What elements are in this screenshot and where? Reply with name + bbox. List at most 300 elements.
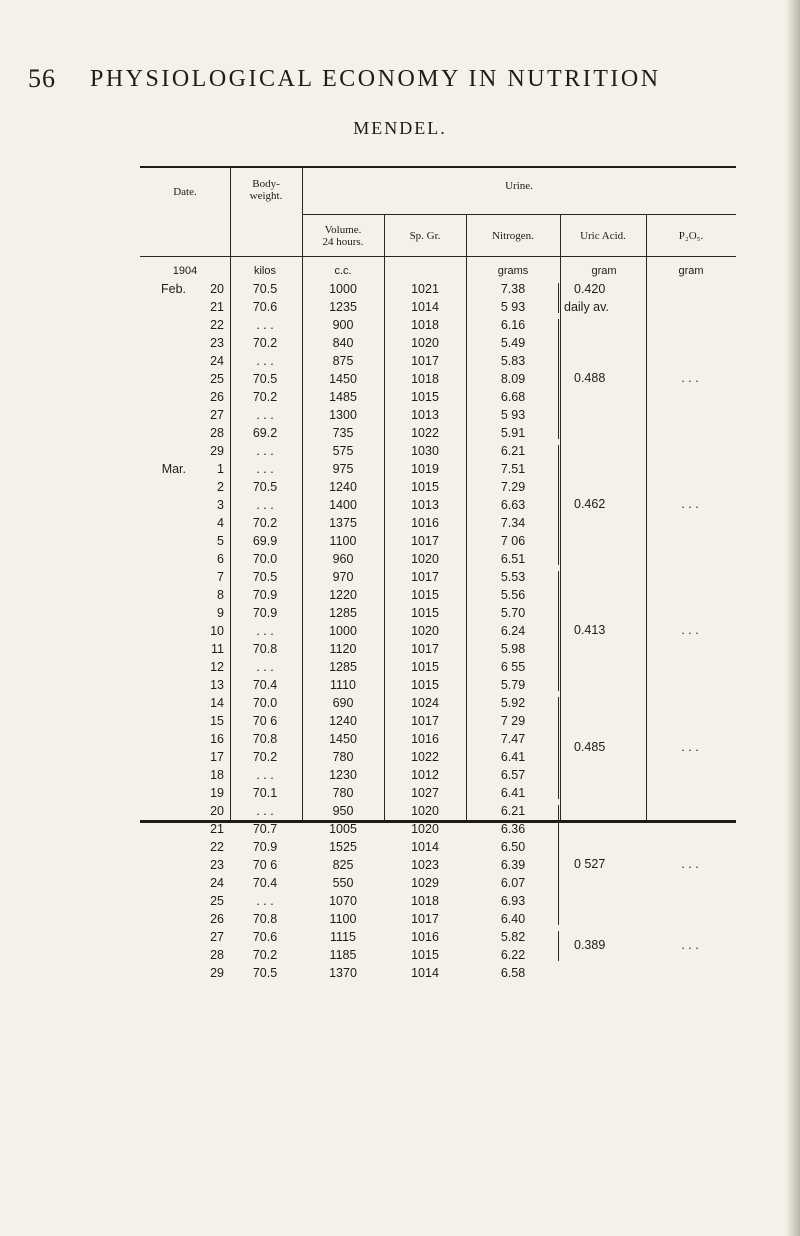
row-sp-gr: 1015	[411, 660, 439, 674]
row-sp-gr: 1017	[411, 912, 439, 926]
row-nitrogen: 6.50	[500, 840, 526, 854]
row-day: 16	[210, 732, 224, 746]
uric-group-bracket	[558, 697, 559, 799]
table-row	[140, 676, 736, 694]
row-volume: 1370	[329, 966, 357, 980]
row-sp-gr: 1021	[411, 282, 439, 296]
row-month	[146, 802, 186, 820]
row-month	[146, 946, 186, 964]
row-body-weight: 69.2	[252, 426, 278, 440]
row-volume: 780	[332, 786, 354, 800]
row-sp-gr: 1020	[411, 552, 439, 566]
table-row	[140, 406, 736, 424]
unit-uric: gram	[591, 265, 617, 277]
row-day: 10	[210, 624, 224, 638]
row-body-weight: . . .	[256, 354, 274, 368]
uric-group-value: 0 527	[574, 857, 606, 871]
table-row	[140, 370, 736, 388]
row-month	[146, 550, 186, 568]
row-nitrogen: 5.49	[500, 336, 526, 350]
table-row	[140, 802, 736, 820]
row-sp-gr: 1017	[411, 570, 439, 584]
header-nitrogen: Nitrogen.	[492, 230, 534, 242]
row-sp-gr: 1014	[411, 966, 439, 980]
row-month	[146, 622, 186, 640]
table-row	[140, 946, 736, 964]
row-sp-gr: 1018	[411, 318, 439, 332]
row-month	[146, 496, 186, 514]
header-p2o5: P₂O₅.	[678, 230, 704, 242]
header-uric-acid: Uric Acid.	[580, 230, 626, 242]
row-month	[146, 748, 186, 766]
row-month	[146, 334, 186, 352]
row-day: 7	[217, 570, 224, 584]
row-month	[146, 442, 186, 460]
row-day: 21	[210, 300, 224, 314]
uric-group-value: 0.420	[574, 282, 606, 296]
row-nitrogen: 5.92	[500, 696, 526, 710]
row-body-weight: 70.2	[252, 516, 278, 530]
unit-p: gram	[678, 265, 704, 277]
row-volume: 550	[332, 876, 354, 890]
row-sp-gr: 1013	[411, 498, 439, 512]
row-day: 27	[210, 408, 224, 422]
table-row	[140, 766, 736, 784]
table-row	[140, 604, 736, 622]
uric-group-bracket	[558, 445, 559, 565]
row-volume: 1285	[329, 606, 357, 620]
row-volume: 1450	[329, 732, 357, 746]
row-nitrogen: 6.07	[500, 876, 526, 890]
row-body-weight: . . .	[256, 462, 274, 476]
table-row	[140, 388, 736, 406]
row-volume: 1115	[330, 930, 356, 944]
row-volume: 950	[332, 804, 354, 818]
row-body-weight: . . .	[256, 804, 274, 818]
header-volume-line2: 24 hours.	[322, 236, 364, 248]
row-body-weight: 70.2	[252, 336, 278, 350]
row-day: 24	[210, 876, 224, 890]
row-sp-gr: 1014	[411, 300, 439, 314]
table-row	[140, 280, 736, 298]
table-row	[140, 442, 736, 460]
row-body-weight: 70.9	[252, 606, 278, 620]
row-body-weight: 70.2	[252, 390, 278, 404]
row-body-weight: 70.4	[252, 876, 278, 890]
row-volume: 1375	[329, 516, 357, 530]
table-row	[140, 550, 736, 568]
row-volume: 1240	[329, 714, 357, 728]
row-sp-gr: 1015	[411, 678, 439, 692]
row-nitrogen: 7.51	[500, 462, 526, 476]
row-sp-gr: 1020	[411, 336, 439, 350]
row-nitrogen: 6.41	[500, 786, 526, 800]
row-day: 25	[210, 894, 224, 908]
row-day: 19	[210, 786, 224, 800]
row-month	[146, 316, 186, 334]
row-body-weight: 70.8	[252, 912, 278, 926]
header-date: Date.	[173, 186, 197, 198]
row-month	[146, 676, 186, 694]
row-body-weight: 70 6	[252, 858, 278, 872]
row-nitrogen: 6.39	[500, 858, 526, 872]
row-month	[146, 820, 186, 838]
section-title: MENDEL.	[353, 118, 447, 138]
row-day: 28	[210, 426, 224, 440]
table-row	[140, 910, 736, 928]
row-nitrogen: 6.58	[500, 966, 526, 980]
row-nitrogen: 6.68	[500, 390, 526, 404]
row-day: 25	[210, 372, 224, 386]
row-body-weight: 70.4	[252, 678, 278, 692]
row-month	[146, 640, 186, 658]
row-day: 23	[210, 336, 224, 350]
row-month	[146, 712, 186, 730]
uric-group-bracket	[558, 931, 559, 961]
row-day: 14	[210, 696, 224, 710]
uric-group-value: 0.462	[574, 497, 606, 511]
row-day: 20	[210, 804, 224, 818]
uric-group-value: 0.485	[574, 740, 606, 754]
row-nitrogen: 7.29	[500, 480, 526, 494]
row-month	[146, 424, 186, 442]
row-sp-gr: 1017	[411, 642, 439, 656]
row-sp-gr: 1022	[411, 750, 439, 764]
row-nitrogen: 6.16	[500, 318, 526, 332]
table-row	[140, 838, 736, 856]
row-sp-gr: 1020	[411, 822, 439, 836]
row-body-weight: 70.5	[252, 966, 278, 980]
row-body-weight: 70 6	[252, 714, 278, 728]
row-volume: 1005	[329, 822, 357, 836]
row-volume: 1100	[329, 534, 357, 548]
row-body-weight: 70.0	[252, 696, 278, 710]
row-sp-gr: 1015	[411, 948, 439, 962]
row-volume: 735	[332, 426, 354, 440]
row-sp-gr: 1013	[411, 408, 439, 422]
row-body-weight: 70.5	[252, 282, 278, 296]
row-month	[146, 838, 186, 856]
row-sp-gr: 1020	[411, 624, 439, 638]
row-nitrogen: 5 93	[500, 408, 526, 422]
row-body-weight: 70.2	[252, 750, 278, 764]
row-volume: 1000	[329, 282, 357, 296]
row-day: 26	[210, 390, 224, 404]
row-sp-gr: 1020	[411, 804, 439, 818]
page-number: 56	[28, 64, 56, 93]
table-row	[140, 820, 736, 838]
row-month	[146, 568, 186, 586]
row-sp-gr: 1017	[411, 354, 439, 368]
row-sp-gr: 1015	[411, 588, 439, 602]
row-volume: 1525	[329, 840, 357, 854]
row-nitrogen: 6.22	[500, 948, 526, 962]
row-nitrogen: 6.51	[500, 552, 526, 566]
row-nitrogen: 7 29	[500, 714, 526, 728]
unit-nitrogen: grams	[497, 265, 529, 277]
row-body-weight: 69.9	[252, 534, 278, 548]
header-body-weight	[230, 178, 302, 202]
row-nitrogen: 6.93	[500, 894, 526, 908]
row-volume: 1220	[329, 588, 357, 602]
header-sp-gr: Sp. Gr.	[409, 230, 441, 242]
row-month	[146, 352, 186, 370]
row-month	[146, 694, 186, 712]
row-volume: 1000	[329, 624, 357, 638]
table-row	[140, 514, 736, 532]
row-volume: 875	[332, 354, 354, 368]
table-row	[140, 712, 736, 730]
table-row	[140, 928, 736, 946]
row-day: 20	[210, 282, 224, 296]
row-sp-gr: 1023	[411, 858, 439, 872]
row-body-weight: 70.5	[252, 480, 278, 494]
row-month	[146, 532, 186, 550]
table-row	[140, 568, 736, 586]
table-row	[140, 352, 736, 370]
table-row	[140, 298, 736, 316]
row-day: 22	[210, 318, 224, 332]
table-row	[140, 784, 736, 802]
row-body-weight: 70.1	[252, 786, 278, 800]
row-body-weight: . . .	[256, 444, 274, 458]
row-body-weight: 70.0	[252, 552, 278, 566]
row-nitrogen: 5.70	[500, 606, 526, 620]
row-body-weight: 70.9	[252, 588, 278, 602]
row-day: 26	[210, 912, 224, 926]
page-edge-shadow	[786, 0, 800, 1236]
table-row	[140, 874, 736, 892]
p2o5-value: . . .	[681, 497, 699, 511]
row-nitrogen: 5.79	[500, 678, 526, 692]
table-row	[140, 640, 736, 658]
row-volume: 1100	[329, 912, 357, 926]
row-body-weight: . . .	[256, 768, 274, 782]
row-sp-gr: 1024	[411, 696, 439, 710]
row-body-weight: 70.5	[252, 570, 278, 584]
row-month	[146, 388, 186, 406]
unit-date: 1904	[172, 265, 198, 277]
row-volume: 1235	[329, 300, 357, 314]
row-nitrogen: 5.82	[500, 930, 526, 944]
row-month	[146, 604, 186, 622]
row-month	[146, 856, 186, 874]
row-volume: 975	[332, 462, 354, 476]
row-month	[146, 730, 186, 748]
row-month	[146, 766, 186, 784]
row-nitrogen: 6.41	[500, 750, 526, 764]
row-day: 27	[210, 930, 224, 944]
table-row	[140, 748, 736, 766]
row-volume: 575	[332, 444, 354, 458]
row-nitrogen: 6 55	[500, 660, 526, 674]
row-sp-gr: 1027	[411, 786, 439, 800]
p2o5-value: . . .	[681, 623, 699, 637]
table-row	[140, 730, 736, 748]
row-nitrogen: 7.38	[500, 282, 526, 296]
data-table	[140, 166, 736, 980]
row-volume: 1240	[329, 480, 357, 494]
table-row	[140, 532, 736, 550]
row-day: 9	[217, 606, 224, 620]
row-day: 15	[210, 714, 224, 728]
row-sp-gr: 1022	[411, 426, 439, 440]
row-nitrogen: 5.56	[500, 588, 526, 602]
row-nitrogen: 5.83	[500, 354, 526, 368]
row-nitrogen: 6.40	[500, 912, 526, 926]
row-sp-gr: 1018	[411, 894, 439, 908]
row-volume: 960	[332, 552, 354, 566]
p2o5-value: . . .	[681, 857, 699, 871]
uric-group-bracket	[558, 571, 559, 691]
row-body-weight: . . .	[256, 624, 274, 638]
row-sp-gr: 1014	[411, 840, 439, 854]
row-body-weight: 70.9	[252, 840, 278, 854]
row-sp-gr: 1016	[411, 930, 439, 944]
row-month	[146, 910, 186, 928]
uric-group-value: 0.488	[574, 371, 606, 385]
unit-body: kilos	[253, 265, 276, 277]
header-volume-line1: Volume.	[324, 224, 362, 236]
row-day: 23	[210, 858, 224, 872]
row-day: 5	[217, 534, 224, 548]
row-month	[146, 586, 186, 604]
header-urine: Urine.	[505, 180, 533, 192]
row-body-weight: . . .	[256, 894, 274, 908]
row-volume: 1230	[329, 768, 357, 782]
row-month	[146, 964, 186, 982]
row-volume: 970	[332, 570, 354, 584]
row-month	[146, 370, 186, 388]
header-volume	[302, 224, 384, 248]
row-body-weight: 70.6	[252, 300, 278, 314]
table-row	[140, 586, 736, 604]
row-sp-gr: 1018	[411, 372, 439, 386]
row-sp-gr: 1015	[411, 480, 439, 494]
uric-group-bracket	[558, 283, 559, 313]
row-body-weight: . . .	[256, 498, 274, 512]
table-row	[140, 964, 736, 982]
uric-group-value: 0.389	[574, 938, 606, 952]
table-row	[140, 892, 736, 910]
row-volume: 1120	[329, 642, 357, 656]
row-body-weight: 70.8	[252, 732, 278, 746]
row-sp-gr: 1015	[411, 390, 439, 404]
row-month: Feb.	[160, 282, 186, 296]
row-volume: 1285	[329, 660, 357, 674]
row-sp-gr: 1016	[411, 732, 439, 746]
row-body-weight: . . .	[256, 318, 274, 332]
row-day: 6	[217, 552, 224, 566]
row-volume: 1070	[329, 894, 357, 908]
row-nitrogen: 6.24	[500, 624, 526, 638]
row-volume: 1110	[330, 678, 356, 692]
row-day: 18	[210, 768, 224, 782]
uric-group-value: 0.413	[574, 623, 606, 637]
table-row	[140, 316, 736, 334]
row-sp-gr: 1015	[411, 606, 439, 620]
row-sp-gr: 1017	[411, 714, 439, 728]
row-volume: 840	[332, 336, 354, 350]
row-nitrogen: 8.09	[500, 372, 526, 386]
table-row	[140, 460, 736, 478]
row-body-weight: 70.7	[252, 822, 278, 836]
row-nitrogen: 5.91	[500, 426, 526, 440]
table-row	[140, 694, 736, 712]
p2o5-value: . . .	[681, 740, 699, 754]
row-volume: 1400	[329, 498, 357, 512]
running-head: PHYSIOLOGICAL ECONOMY IN NUTRITION	[90, 66, 661, 92]
row-month	[146, 892, 186, 910]
row-day: 24	[210, 354, 224, 368]
row-sp-gr: 1017	[411, 534, 439, 548]
table-row	[140, 334, 736, 352]
row-month	[146, 298, 186, 316]
row-volume: 690	[332, 696, 354, 710]
row-day: 2	[217, 480, 224, 494]
table-row	[140, 496, 736, 514]
table-row	[140, 658, 736, 676]
row-nitrogen: 5 93	[500, 300, 526, 314]
table-row	[140, 856, 736, 874]
row-nitrogen: 5.98	[500, 642, 526, 656]
row-body-weight: 70.2	[252, 948, 278, 962]
row-day: 8	[217, 588, 224, 602]
row-body-weight: 70.6	[252, 930, 278, 944]
row-nitrogen: 7 06	[500, 534, 526, 548]
row-day: 22	[210, 840, 224, 854]
row-month	[146, 784, 186, 802]
row-day: 3	[217, 498, 224, 512]
row-body-weight: 70.5	[252, 372, 278, 386]
unit-volume: c.c.	[334, 265, 352, 277]
row-nitrogen: 6.21	[500, 444, 526, 458]
row-day: 1	[217, 462, 224, 476]
row-day: 17	[210, 750, 224, 764]
row-body-weight: 70.8	[252, 642, 278, 656]
row-day: 13	[210, 678, 224, 692]
table-row	[140, 622, 736, 640]
row-nitrogen: 5.53	[500, 570, 526, 584]
row-volume: 1450	[329, 372, 357, 386]
row-month	[146, 928, 186, 946]
p2o5-value: . . .	[681, 938, 699, 952]
row-body-weight: . . .	[256, 660, 274, 674]
row-day: 11	[211, 642, 224, 656]
row-nitrogen: 6.57	[500, 768, 526, 782]
row-day: 29	[210, 966, 224, 980]
header-body-weight-line1: Body-	[252, 178, 280, 190]
row-month	[146, 478, 186, 496]
row-volume: 825	[332, 858, 354, 872]
row-day: 28	[210, 948, 224, 962]
row-month	[146, 514, 186, 532]
table-row	[140, 478, 736, 496]
row-nitrogen: 6.63	[500, 498, 526, 512]
units-row	[140, 262, 736, 280]
row-nitrogen: 6.21	[500, 804, 526, 818]
row-volume: 1185	[329, 948, 357, 962]
row-month	[146, 406, 186, 424]
row-sp-gr: 1029	[411, 876, 439, 890]
table-body	[140, 262, 736, 982]
p2o5-value: . . .	[681, 371, 699, 385]
row-nitrogen: 6.36	[500, 822, 526, 836]
row-sp-gr: 1030	[411, 444, 439, 458]
row-volume: 900	[332, 318, 354, 332]
row-volume: 780	[332, 750, 354, 764]
table-row	[140, 424, 736, 442]
